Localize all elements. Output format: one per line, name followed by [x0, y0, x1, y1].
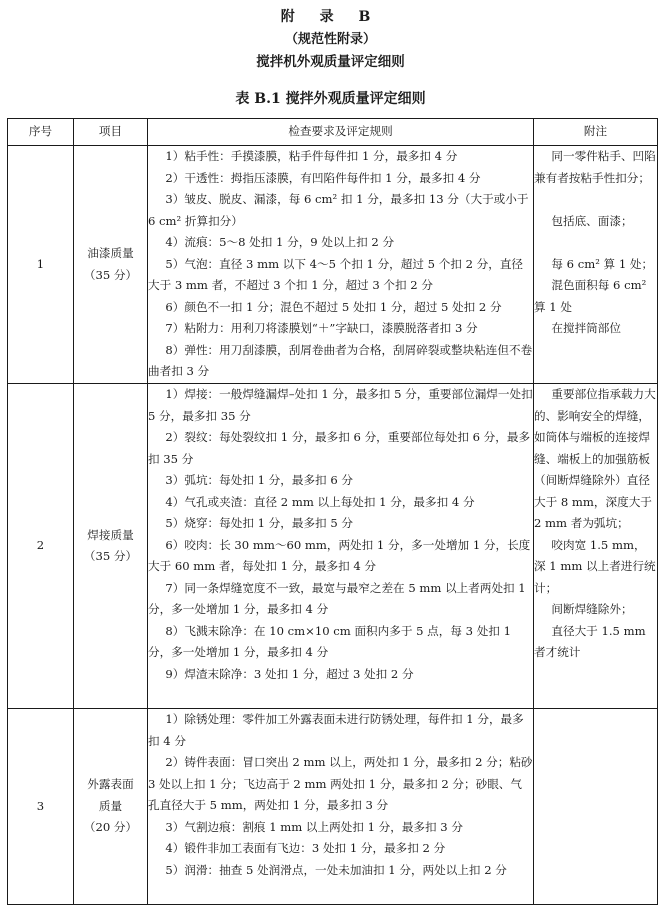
note-line: 包括底、面漆； [551, 213, 633, 228]
requirement-line: 6）咬肉：长 30 mm～60 mm，两处扣 1 分，多一处增加 1 分，长度大于 60 mm 者，每处扣 1 分，最多扣 4 分 [148, 537, 531, 573]
requirement-line: 3）弧坑：每处扣 1 分，最多扣 6 分 [165, 473, 353, 487]
note-line: 混色面积每 6 cm² 算 1 处 [534, 278, 647, 314]
table-caption: 表 B.1 搅拌外观质量评定细则 [235, 91, 426, 107]
requirement-line: 7）同一条焊缝宽度不一致，最宽与最窄之差在 5 mm 以上者两处扣 1 分，多一处增加 1 分，最多扣 4 分 [148, 580, 526, 616]
row-notes [534, 384, 658, 709]
requirement-line: 4）流痕：5～8 处扣 1 分，9 处以上扣 2 分 [165, 235, 395, 249]
requirement-line: 9）焊渣末除净：3 处扣 1 分，超过 3 处扣 2 分 [165, 666, 414, 681]
row-item-line: 外露表面 [87, 777, 134, 792]
note-spacer [534, 232, 657, 254]
row-notes [534, 709, 658, 905]
row-item-line: （35 分） [83, 267, 138, 282]
row-item [74, 146, 148, 384]
note-spacer [534, 189, 657, 211]
row-item [74, 384, 148, 709]
requirement-line: 7）粘附力：用利刀将漆膜划“＋”字缺口，漆膜脱落者扣 3 分 [165, 321, 478, 335]
requirement-line: 1）焊接：一般焊缝漏焊–处扣 1 分，最多扣 5 分，重要部位漏焊一处扣 5 分，最多扣 35 分 [148, 387, 533, 423]
requirement-line: 1）粘手性：手摸漆膜，粘手件每件扣 1 分，最多扣 4 分 [165, 149, 458, 163]
column-header-requirements: 检查要求及评定规则 [148, 119, 534, 146]
requirement-line: 3）皱皮、脱皮、漏漆，每 6 cm² 扣 1 分，最多扣 13 分（大于或小于 6 cm² 折算扣分） [148, 192, 529, 228]
note-line: 间断焊缝除外； [551, 602, 633, 616]
row-item-line: （35 分） [83, 549, 138, 563]
table-row [8, 384, 658, 709]
requirement-line: 8）弹性：用刀刮漆膜，刮屑卷曲者为合格，刮屑碎裂或整块粘连但不卷曲者扣 3 分 [148, 342, 533, 378]
appendix-name: 搅拌机外观质量评定细则 [256, 54, 405, 70]
column-header-item: 项目 [74, 119, 148, 146]
row-item-line: 油漆质量 [87, 246, 134, 260]
row-number: 1 [8, 146, 74, 384]
note-line: 直径大于 1.5 mm 者才统计 [534, 623, 646, 659]
row-notes [534, 146, 658, 384]
row-number: 2 [8, 384, 74, 709]
requirement-line: 2）裂纹：每处裂纹扣 1 分，最多扣 6 分，重要部位每处扣 6 分，最多扣 35 分 [148, 430, 531, 466]
requirement-line: 6）颜色不一扣 1 分；混色不超过 5 处扣 1 分，超过 5 处扣 2 分 [165, 299, 502, 314]
inspection-table [7, 118, 658, 905]
requirement-line: 5）气泡：直径 3 mm 以下 4～5 个扣 1 分，超过 5 个扣 2 分，直径大于 3 mm 者，不超过 3 个扣 1 分，超过 3 个扣 2 分 [148, 256, 524, 292]
note-line: 重要部位指承载力大的、影响安全的焊缝，如筒体与端板的连接焊缝、端板上的加强筋板（间断焊缝除外）直径大于 8 mm，深度大于 2 mm 者为弧坑； [534, 387, 656, 530]
table-row [8, 709, 658, 905]
row-requirements [148, 146, 534, 384]
requirement-line: 2）铸件表面：冒口突出 2 mm 以上，两处扣 1 分，最多扣 2 分；粘砂 3 处以上扣 1 分；飞边高于 2 mm 两处扣 1 分，最多扣 2 分；砂眼、气孔直径大于 5 mm，两处扣 1 分，最多扣 3 分 [148, 755, 533, 812]
note-line: 咬肉宽 1.5 mm，深 1 mm 以上者进行统计； [534, 537, 656, 595]
row-number: 3 [8, 709, 74, 905]
table-row [8, 146, 658, 384]
row-item [74, 709, 148, 905]
note-line: 同一零件粘手、凹陷兼有者按粘手性扣分； [534, 149, 656, 185]
row-item-line: 焊接质量 [87, 527, 134, 542]
note-line: 在搅拌筒部位 [551, 321, 621, 335]
appendix-type: （规范性附录） [284, 32, 376, 47]
row-requirements [148, 384, 534, 709]
table-header-row [8, 119, 658, 146]
note-line: 每 6 cm² 算 1 处； [551, 256, 654, 271]
requirement-line: 5）烧穿：每处扣 1 分，最多扣 5 分 [165, 516, 353, 530]
row-item-line: 质量 [98, 798, 123, 813]
row-requirements [148, 709, 534, 905]
requirement-line: 4）锻件非加工表面有飞边：3 处扣 1 分，最多扣 2 分 [165, 841, 446, 855]
requirement-line: 2）干透性：拇指压漆膜，有凹陷件每件扣 1 分，最多扣 4 分 [165, 170, 481, 185]
row-item-line: （20 分） [83, 820, 138, 835]
appendix-title: 附 录 B [280, 9, 381, 25]
requirement-line: 5）润滑：抽查 5 处润滑点，一处未加油扣 1 分，两处以上扣 2 分 [165, 862, 507, 877]
requirement-line: 4）气孔或夹渣：直径 2 mm 以上每处扣 1 分，最多扣 4 分 [165, 494, 475, 509]
requirement-line: 8）飞溅末除净：在 10 cm×10 cm 面积内多于 5 点，每 3 处扣 1 分，多一处增加 1 分，最多扣 4 分 [148, 623, 511, 659]
requirement-line: 3）气割边痕：割痕 1 mm 以上两处扣 1 分，最多扣 3 分 [165, 819, 463, 834]
requirement-line: 1）除锈处理：零件加工外露表面未进行防锈处理，每件扣 1 分，最多扣 4 分 [148, 712, 524, 748]
column-header-no: 序号 [8, 119, 74, 146]
column-header-notes: 附注 [534, 119, 658, 146]
